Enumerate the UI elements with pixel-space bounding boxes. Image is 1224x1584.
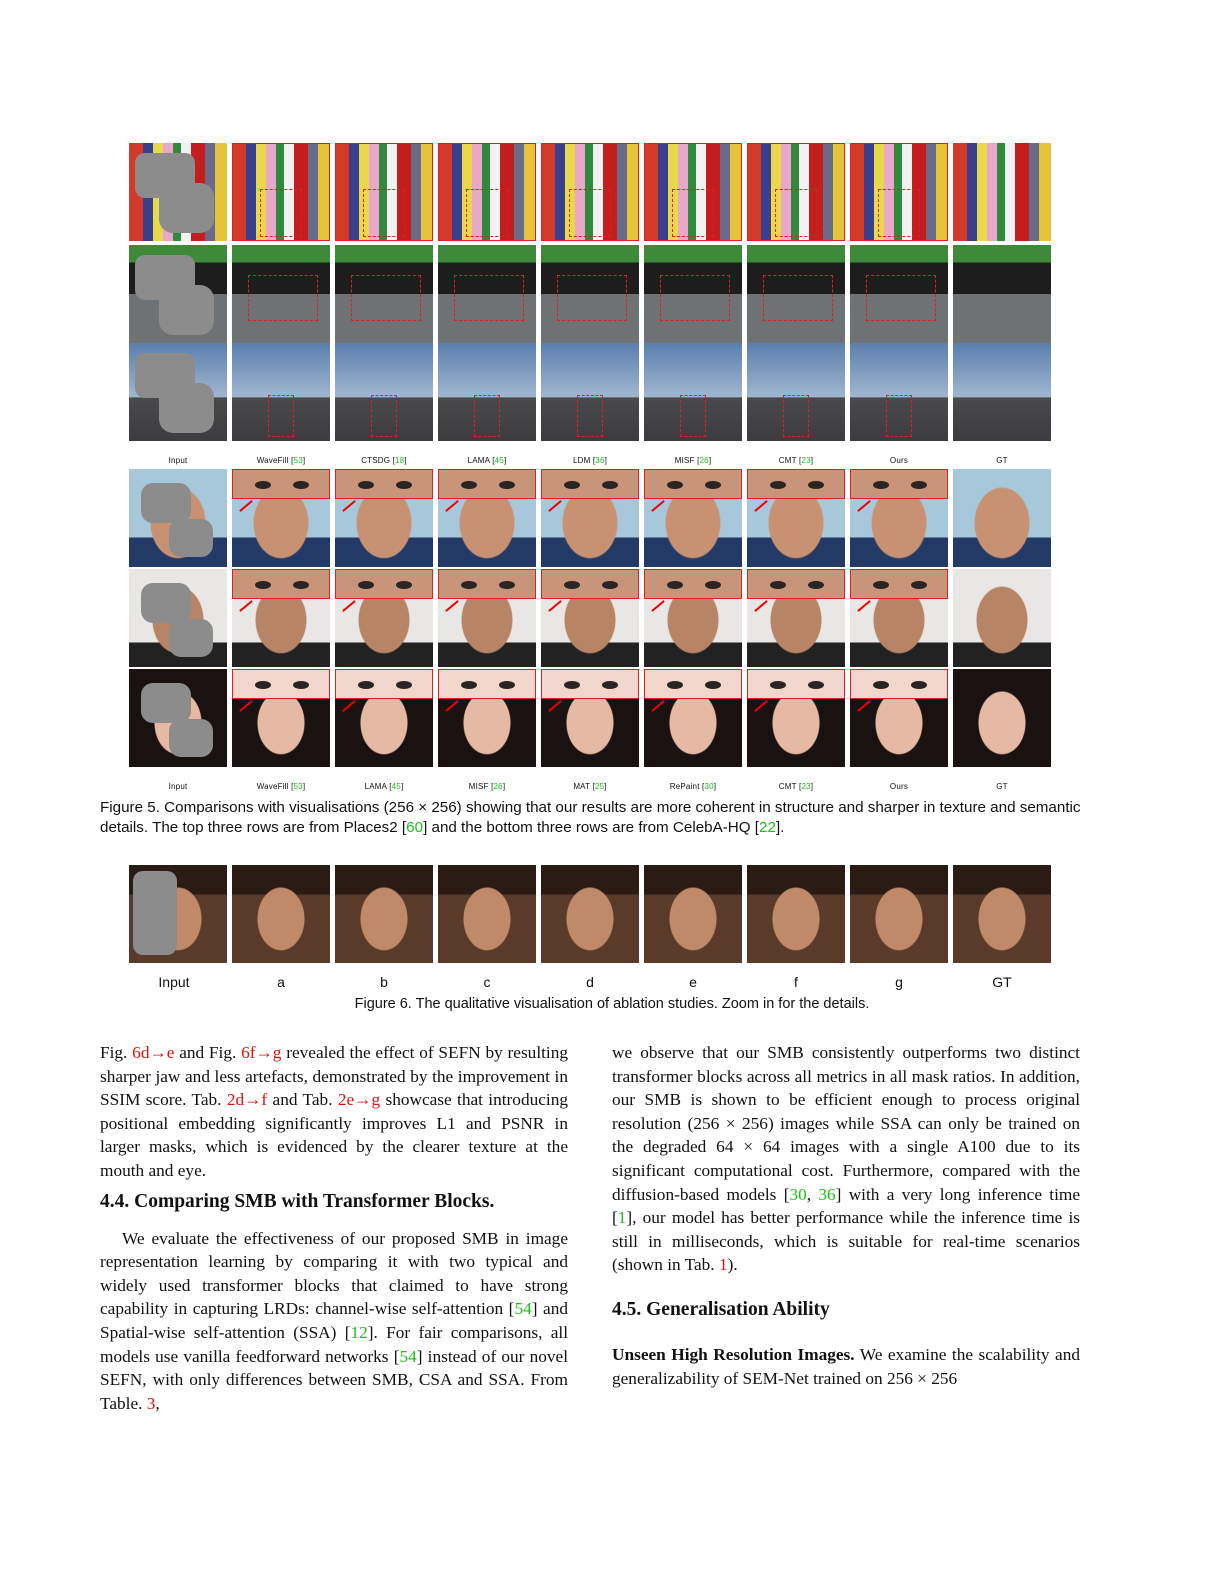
eye	[770, 681, 786, 689]
column-label: CTSDG [18]	[361, 456, 407, 465]
celeba-face-image	[747, 469, 845, 567]
eye-zoom-inset	[850, 469, 948, 499]
zoom-box	[557, 275, 627, 321]
column-label: Ours	[889, 782, 909, 791]
eye-zoom-inset	[335, 669, 433, 699]
celeba-face-image	[953, 469, 1051, 567]
eye-zoom-inset	[232, 569, 330, 599]
places2-image	[747, 343, 845, 441]
celeba-face-image	[438, 469, 536, 567]
zoom-box	[680, 395, 706, 437]
eye	[667, 481, 683, 489]
ablation-label: c	[483, 974, 491, 990]
citation-link[interactable]: 26	[699, 456, 709, 465]
eye	[255, 581, 271, 589]
citation-link[interactable]: 30	[789, 1184, 807, 1204]
places2-image	[129, 143, 227, 241]
mask-region	[169, 619, 213, 657]
eye	[358, 581, 374, 589]
zoom-box	[775, 189, 817, 237]
column-label: LDM [36]	[572, 456, 608, 465]
eye-zoom-inset	[747, 669, 845, 699]
places2-image	[644, 143, 742, 241]
eye-zoom-inset	[335, 569, 433, 599]
eye	[461, 581, 477, 589]
figure-link[interactable]: 6f→g	[241, 1043, 282, 1062]
column-label: Input	[168, 456, 188, 465]
places2-image	[232, 245, 330, 343]
eye	[255, 481, 271, 489]
celeba-face-image	[129, 569, 227, 667]
places2-image	[438, 245, 536, 343]
red-arrow	[754, 600, 768, 612]
zoom-box	[371, 395, 397, 437]
table-link[interactable]: 3	[146, 1393, 156, 1413]
eye-zoom-inset	[644, 569, 742, 599]
paragraph: We evaluate the effectiveness of our proposed SMB in image representation learning by comparing it with two typical and widely used transformer blocks that claimed to have strong capability in capturing LRDs: channel-wise self-attention [54] and Spatial-wise self-attention (SSA) [12]. For fair comparisons, all models use vanilla feedforward networks [54] instead of our novel SEFN, with only differences between SMB, CSA and SSA. From Table. 3,	[100, 1228, 569, 1413]
mask-region	[141, 683, 191, 723]
ablation-label: a	[277, 974, 285, 990]
mask-region	[159, 285, 214, 335]
zoom-box	[466, 189, 508, 237]
ablation-face-image	[850, 865, 948, 963]
eye-zoom-inset	[541, 669, 639, 699]
ablation-label: d	[586, 974, 594, 990]
eye-zoom-inset	[850, 569, 948, 599]
column-label: MISF [26]	[468, 782, 506, 791]
celeba-face-image	[129, 469, 227, 567]
column-label: Ours	[889, 456, 909, 465]
citation-link[interactable]: 54	[399, 1346, 417, 1366]
zoom-box	[569, 189, 611, 237]
zoom-box	[474, 395, 500, 437]
column-label: CMT [23]	[778, 456, 814, 465]
red-arrow	[239, 600, 253, 612]
red-arrow	[548, 700, 562, 712]
places2-image	[232, 143, 330, 241]
eye	[705, 581, 721, 589]
places2-image	[953, 343, 1051, 441]
places2-image	[644, 245, 742, 343]
red-arrow	[445, 600, 459, 612]
places2-image	[335, 245, 433, 343]
section-heading-4-4: 4.4. Comparing SMB with Transformer Blocks.	[100, 1190, 495, 1212]
eye	[808, 581, 824, 589]
eye	[770, 581, 786, 589]
citation-link[interactable]: 1	[617, 1208, 627, 1228]
celeba-face-image	[438, 669, 536, 767]
celeba-face-image	[747, 569, 845, 667]
celeba-face-image	[953, 569, 1051, 667]
citation-link[interactable]: 36	[595, 456, 605, 465]
places2-image	[953, 143, 1051, 241]
eye	[396, 581, 412, 589]
column-label: GT	[996, 782, 1008, 791]
places2-image	[335, 143, 433, 241]
column-label: GT	[996, 456, 1008, 465]
column-label: Input	[168, 782, 188, 791]
zoom-box	[248, 275, 318, 321]
run-in-heading: Unseen High Resolution Images.	[612, 1344, 855, 1364]
citation-link[interactable]: 53	[293, 456, 303, 465]
citation-link[interactable]: 45	[391, 782, 401, 791]
eye-zoom-inset	[541, 469, 639, 499]
red-arrow	[548, 500, 562, 512]
figure-5-caption: Figure 5. Comparisons with visualisations (256 × 256) showing that our results are more coherent in structure and sharper in texture and semantic details. The top three rows are from Places2 [60] and the bottom three rows are from CelebA-HQ [22].	[100, 799, 1081, 836]
places2-image	[438, 143, 536, 241]
eye	[564, 681, 580, 689]
eye	[293, 481, 309, 489]
celeba-face-image	[335, 669, 433, 767]
column-label: LAMA [45]	[467, 456, 507, 465]
figure-6-caption: Figure 6. The qualitative visualisation of ablation studies. Zoom in for the details.	[354, 996, 870, 1012]
eye-zoom-inset	[747, 469, 845, 499]
eye-zoom-inset	[232, 669, 330, 699]
zoom-box	[878, 189, 920, 237]
celeba-face-image	[644, 569, 742, 667]
mask-region	[169, 519, 213, 557]
eye-zoom-inset	[747, 569, 845, 599]
column-label: WaveFill [53]	[256, 456, 306, 465]
celeba-face-image	[541, 569, 639, 667]
paragraph: Fig. 6d→e and Fig. 6f→g revealed the effect of SEFN by resulting sharper jaw and less artefacts, demonstrated by the improvement in SSIM score. Tab. 2d→f and Tab. 2e→g showcase that introducing positional embedding significantly improves L1 and PSNR in larger masks, which is evidenced by the clearer texture at the mouth and eye.	[100, 1043, 569, 1180]
places2-image	[850, 343, 948, 441]
red-arrow	[239, 700, 253, 712]
red-arrow	[239, 500, 253, 512]
ablation-face-image	[438, 865, 536, 963]
mask-region	[169, 719, 213, 757]
eye	[705, 481, 721, 489]
places2-image	[129, 343, 227, 441]
section-heading-4-5: 4.5. Generalisation Ability	[612, 1298, 830, 1320]
eye	[564, 481, 580, 489]
places2-image	[232, 343, 330, 441]
eye	[873, 681, 889, 689]
eye	[461, 681, 477, 689]
eye	[396, 481, 412, 489]
citation-link[interactable]: 22	[759, 819, 776, 836]
eye	[873, 481, 889, 489]
column-label: WaveFill [53]	[256, 782, 306, 791]
red-arrow	[445, 500, 459, 512]
places2-image	[541, 343, 639, 441]
zoom-box	[672, 189, 714, 237]
eye-zoom-inset	[644, 469, 742, 499]
ablation-face-image	[541, 865, 639, 963]
eye	[808, 481, 824, 489]
eye	[667, 581, 683, 589]
places2-image	[747, 245, 845, 343]
celeba-face-image	[850, 469, 948, 567]
column-label: MISF [26]	[674, 456, 712, 465]
mask-region	[141, 483, 191, 523]
places2-image	[438, 343, 536, 441]
citation-link[interactable]: 23	[801, 782, 811, 791]
ablation-label: Input	[158, 974, 190, 990]
red-arrow	[754, 500, 768, 512]
zoom-box	[454, 275, 524, 321]
celeba-face-image	[335, 469, 433, 567]
citation-link[interactable]: 36	[818, 1184, 836, 1204]
zoom-box	[783, 395, 809, 437]
ablation-face-image	[232, 865, 330, 963]
column-label: LAMA [45]	[364, 782, 404, 791]
celeba-face-image	[644, 469, 742, 567]
eye	[911, 481, 927, 489]
eye-zoom-inset	[335, 469, 433, 499]
places2-image	[541, 143, 639, 241]
column-label: MAT [25]	[573, 782, 607, 791]
eye	[602, 681, 618, 689]
ablation-label: b	[380, 974, 388, 990]
ablation-label: g	[895, 974, 903, 990]
citation-link[interactable]: 12	[350, 1322, 368, 1342]
red-arrow	[342, 500, 356, 512]
citation-link[interactable]: 23	[801, 456, 811, 465]
celeba-face-image	[747, 669, 845, 767]
places2-image	[335, 343, 433, 441]
places2-image	[644, 343, 742, 441]
ablation-face-image	[747, 865, 845, 963]
citation-link[interactable]: 18	[395, 456, 405, 465]
ablation-face-image	[953, 865, 1051, 963]
citation-link[interactable]: 30	[704, 782, 714, 791]
red-arrow	[857, 500, 871, 512]
zoom-box	[268, 395, 294, 437]
red-arrow	[651, 600, 665, 612]
zoom-box	[260, 189, 302, 237]
eye-zoom-inset	[850, 669, 948, 699]
places2-image	[953, 245, 1051, 343]
column-label: RePaint [30]	[669, 782, 717, 791]
ablation-label: GT	[992, 974, 1012, 990]
eye-zoom-inset	[232, 469, 330, 499]
zoom-box	[351, 275, 421, 321]
eye	[461, 481, 477, 489]
celeba-face-image	[438, 569, 536, 667]
eye	[911, 581, 927, 589]
eye	[499, 681, 515, 689]
eye	[667, 681, 683, 689]
eye	[255, 681, 271, 689]
eye	[808, 681, 824, 689]
zoom-box	[660, 275, 730, 321]
ablation-face-image	[129, 865, 227, 963]
places2-image	[747, 143, 845, 241]
eye	[293, 581, 309, 589]
places2-image	[129, 245, 227, 343]
mask-region	[159, 383, 214, 433]
red-arrow	[754, 700, 768, 712]
red-arrow	[651, 700, 665, 712]
eye	[911, 681, 927, 689]
celeba-face-image	[232, 669, 330, 767]
places2-image	[541, 245, 639, 343]
celeba-face-image	[232, 569, 330, 667]
eye	[396, 681, 412, 689]
red-arrow	[651, 500, 665, 512]
eye	[602, 581, 618, 589]
eye	[873, 581, 889, 589]
table-link[interactable]: 1	[718, 1255, 728, 1275]
eye-zoom-inset	[438, 669, 536, 699]
eye	[705, 681, 721, 689]
citation-link[interactable]: 25	[594, 782, 605, 791]
paragraph: we observe that our SMB consistently outperforms two distinct transformer blocks across all metrics in all mask ratios. In addition, our SMB is shown to be efficient enough to process original resolution (256 × 256) images while SSA can only be trained on the degraded 64 × 64 images with a single A100 due to its significant computational cost. Furthermore, compared with the diffusion-based models [30, 36] with a very long inference time [1], our model has better performance while the inference time is still in milliseconds, which is suitable for real-time scenarios (shown in Tab. 1).	[612, 1043, 1080, 1275]
zoom-box	[866, 275, 936, 321]
zoom-box	[886, 395, 912, 437]
ablation-face-image	[644, 865, 742, 963]
citation-link[interactable]: 45	[494, 456, 504, 465]
celeba-face-image	[953, 669, 1051, 767]
ablation-face-image	[335, 865, 433, 963]
citation-link[interactable]: 60	[406, 819, 424, 836]
citation-link[interactable]: 53	[293, 782, 303, 791]
mask-region	[159, 183, 214, 233]
red-arrow	[857, 600, 871, 612]
celeba-face-image	[850, 569, 948, 667]
places2-image	[850, 143, 948, 241]
zoom-box	[763, 275, 833, 321]
table-link[interactable]: 2e→g	[337, 1090, 381, 1110]
eye	[770, 481, 786, 489]
celeba-face-image	[850, 669, 948, 767]
zoom-box	[577, 395, 603, 437]
eye	[499, 481, 515, 489]
zoom-box	[363, 189, 405, 237]
celeba-face-image	[541, 669, 639, 767]
eye	[358, 681, 374, 689]
citation-link[interactable]: 26	[493, 782, 503, 791]
red-arrow	[342, 600, 356, 612]
eye	[293, 681, 309, 689]
mask-region	[133, 871, 177, 955]
right-column	[612, 1041, 1080, 1390]
eye	[358, 481, 374, 489]
eye	[564, 581, 580, 589]
table-link[interactable]: 2d→f	[226, 1090, 268, 1110]
red-arrow	[445, 700, 459, 712]
eye-zoom-inset	[438, 569, 536, 599]
ablation-label: e	[689, 974, 697, 990]
celeba-face-image	[232, 469, 330, 567]
red-arrow	[342, 700, 356, 712]
red-arrow	[857, 700, 871, 712]
ablation-label: f	[794, 974, 798, 990]
mask-region	[141, 583, 191, 623]
figure-link[interactable]: 6d→e	[132, 1043, 175, 1062]
citation-link[interactable]: 54	[514, 1299, 532, 1319]
celeba-face-image	[644, 669, 742, 767]
left-column	[100, 1041, 568, 1415]
eye-zoom-inset	[541, 569, 639, 599]
red-arrow	[548, 600, 562, 612]
eye-zoom-inset	[438, 469, 536, 499]
eye	[499, 581, 515, 589]
places2-image	[850, 245, 948, 343]
eye	[602, 481, 618, 489]
paragraph: Unseen High Resolution Images. We examine the scalability and generalizability of SEM-Net trained on 256 × 256	[612, 1344, 1080, 1388]
celeba-face-image	[335, 569, 433, 667]
celeba-face-image	[129, 669, 227, 767]
eye-zoom-inset	[644, 669, 742, 699]
column-label: CMT [23]	[778, 782, 814, 791]
celeba-face-image	[541, 469, 639, 567]
